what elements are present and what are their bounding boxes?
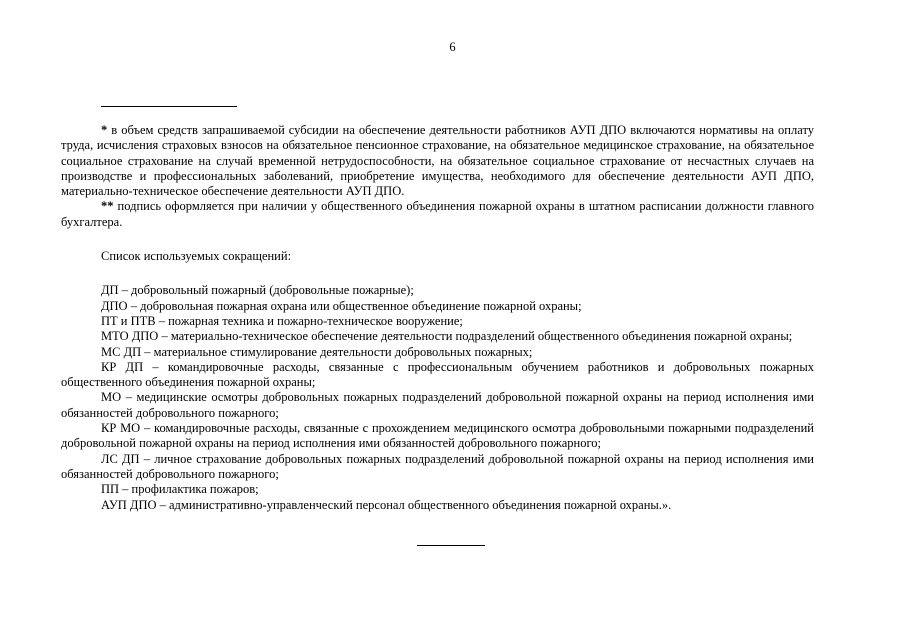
- document-body: [61, 123, 814, 513]
- footnote-separator: [101, 106, 237, 107]
- footnote-1: [61, 123, 814, 199]
- footnote-2: [61, 199, 814, 230]
- page-number: 6: [449, 40, 456, 54]
- footnote-text: в объем средств запрашиваемой субсидии на обеспечение деятельности работников АУП ДПО включаются нормативы на оплату труда, исчисления страховых взносов на обязательное пенсионное страхование, на обязательное медицинское страхование, на обязательное социальное страхование на случай временной нетрудоспособности, на обязательное социальное страхование от несчастных случаев на производстве и профессиональных заболеваний, приобретение имущества, необходимого для обеспечение деятельности АУП ДПО, материально-техническое обеспечение деятельности АУП ДПО.: [61, 123, 814, 199]
- abbreviation-item: ПП – профилактика пожаров;: [101, 482, 259, 497]
- abbreviation-item: АУП ДПО – административно-управленческий персонал общественного объединения пожарной охраны.».: [101, 497, 672, 512]
- abbreviation-item: МС ДП – материальное стимулирование деятельности добровольных пожарных;: [101, 344, 533, 359]
- abbreviation-item: ПТ и ПТВ – пожарная техника и пожарно-техническое вооружение;: [101, 313, 463, 328]
- abbreviation-item: МО – медицинские осмотры добровольных пожарных подразделений добровольной пожарной охраны на период исполнения ими обязанностей добровольного пожарного;: [61, 390, 814, 420]
- abbreviations-list: [61, 283, 814, 512]
- abbreviation-item: ЛС ДП – личное страхование добровольных пожарных подразделений добровольной пожарной охраны на период исполнения ими обязанностей добровольного пожарного;: [61, 451, 814, 481]
- abbreviation-item: КР ДП – командировочные расходы, связанные с профессиональным обучением работников и добровольных пожарных общественного объединения пожарной охраны;: [61, 359, 814, 390]
- footnote-text: подпись оформляется при наличии у общественного объединения пожарной охраны в штатном расписании должности главного бухгалтера.: [61, 199, 814, 229]
- footnote-marker: *: [101, 123, 108, 137]
- abbreviation-item: МТО ДПО – материально-техническое обеспечение деятельности подразделений общественного объединения пожарной охраны;: [101, 329, 793, 344]
- abbreviations-title: Список используемых сокращений:: [101, 249, 292, 264]
- end-separator: [417, 545, 485, 546]
- footnote-marker: **: [101, 199, 114, 214]
- abbreviation-item: ДП – добровольный пожарный (добровольные пожарные);: [101, 283, 414, 298]
- abbreviation-item: КР МО – командировочные расходы, связанные с прохождением медицинского осмотра добровольными пожарными подразделений добровольной пожарной охраны на период исполнения ими обязанностей добровольного пожарного;: [61, 421, 814, 451]
- abbreviation-item: ДПО – добровольная пожарная охрана или общественное объединение пожарной охраны;: [101, 298, 582, 313]
